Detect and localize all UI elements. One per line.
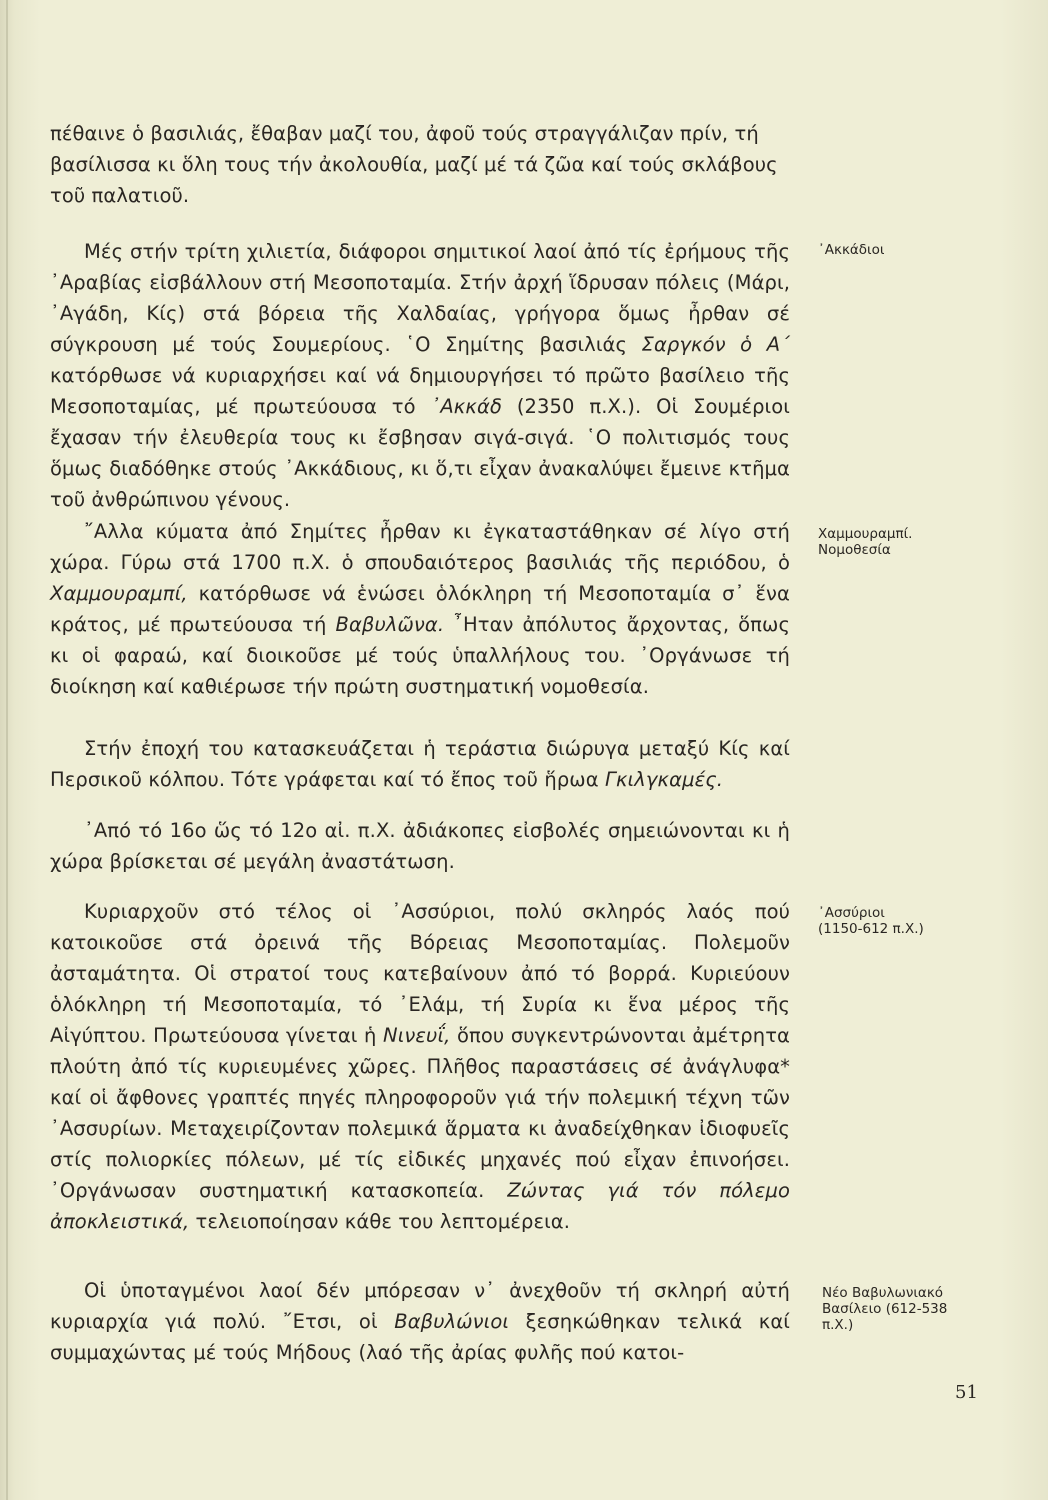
paragraph-6-italic-2: Ζώντας γιά τόν πόλεμο ἀποκλειστικά, <box>50 1179 790 1233</box>
paragraph-3 <box>50 516 790 702</box>
paragraph-2 <box>50 236 790 515</box>
paragraph-3-segment-3: ῏Ηταν ἀπόλυτος ἄρχοντας, ὅπως κι οἱ φαραώ, καί διοικοῦσε μέ τούς ὑπαλλήλους του. ᾿Οργάνωσε τή διοίκηση καί καθιέρωσε τήν πρώτη συστηματική νομοθεσία. <box>50 613 790 698</box>
margin-note-neo-line-1: Νέο Βαβυλωνιακό <box>822 1285 944 1301</box>
paragraph-3-italic-1: Χαμμουραμπί, <box>50 582 188 605</box>
paragraph-7-text <box>50 1275 790 1368</box>
paragraph-2-segment-1: Μές στήν τρίτη χιλιετία, διάφοροι σημιτικοί λαοί ἀπό τίς ἐρήμους τῆς ᾿Αραβίας εἰσβάλλουν στή Μεσοποταμία. Στήν ἀρχή ἵδρυσαν πόλεις (Μάρι, ᾿Αγάδη, Κίς) στά βόρεια τῆς Χαλδαίας, γρήγορα ὅμως ἦρθαν σέ σύγκρουση μέ τούς Σουμερίους. ῾Ο Σημίτης βασιλιάς <box>50 240 790 356</box>
margin-note-neo-babylonian <box>822 1285 947 1333</box>
page-number: 51 <box>955 1382 978 1403</box>
margin-note-hammurabi-line-1: Χαμμουραμπί. <box>818 526 913 542</box>
paragraph-6 <box>50 896 790 1237</box>
paragraph-6-segment-3: τελειοποίησαν κάθε του λεπτομέρεια. <box>189 1210 571 1233</box>
paragraph-6-segment-1: Κυριαρχοῦν στό τέλος οἱ ᾿Ασσύριοι, πολύ σκληρός λαός πού κατοικοῦσε στά ὀρεινά τῆς Βόρειας Μεσοποταμίας. Πολεμοῦν ἀσταμάτητα. Οἱ στρατοί τους κατεβαίνουν ἀπό τό βορρά. Κυριεύουν ὁλόκληρη τή Μεσοποταμία, τό ᾿Ελάμ, τή Συρία κι ἕνα μέρος τῆς Αἰγύπτου. Πρωτεύουσα γίνεται ἡ <box>50 900 790 1047</box>
margin-note-hammurabi <box>818 526 912 558</box>
margin-note-hammurabi-line-2: Νομοθεσία <box>818 542 891 558</box>
margin-note-akkadioi-text: ᾿Ακκάδιοι <box>818 242 885 258</box>
margin-note-akkadioi <box>818 242 884 258</box>
paragraph-6-italic-1: Νινευΐ, <box>383 1024 451 1047</box>
paragraph-2-italic-1: Σαργκόν ὁ Α΄ <box>641 333 790 356</box>
paragraph-7 <box>50 1275 790 1368</box>
paragraph-4 <box>50 733 790 795</box>
paragraph-1-text: πέθαινε ὁ βασιλιάς, ἔθαβαν μαζί του, ἀφοῦ τούς στραγγάλιζαν πρίν, τή βασίλισσα κι ὅλη τους τήν ἀκολουθία, μαζί μέ τά ζῶα καί τούς σκλάβους τοῦ παλατιοῦ. <box>50 122 778 207</box>
paragraph-5 <box>50 815 790 877</box>
paragraph-6-segment-2: ὅπου συγκεντρώνονται ἀμέτρητα πλούτη ἀπό τίς κυριευμένες χῶρες. Πλῆθος παραστάσεις σέ ἀνάγλυφα* καί οἱ ἄφθονες γραπτές πηγές πληροφοροῦν γιά τήν πολεμική τέχνη τῶν ᾿Ασσυρίων. Μεταχειρίζονταν πολεμικά ἅρματα κι ἀναδείχθηκαν ἰδιοφυεῖς στίς πολιορκίες πόλεων, μέ τίς εἰδικές μηχανές πού εἶχαν ἐπινοήσει. ᾿Οργάνωσαν συστηματική κατασκοπεία. <box>50 1024 790 1202</box>
paragraph-3-segment-2: κατόρθωσε νά ἑνώσει ὁλόκληρη τή Μεσοποταμία σ᾿ ἕνα κράτος, μέ πρωτεύουσα τή <box>50 582 790 636</box>
paragraph-6-text <box>50 896 790 1237</box>
paragraph-4-segment-1: Στήν ἐποχή του κατασκευάζεται ἡ τεράστια διώρυγα μεταξύ Κίς καί Περσικοῦ κόλπου. Τότε γράφεται καί τό ἔπος τοῦ ἥρωα <box>50 737 790 791</box>
margin-note-assyrioi-line-1: ᾿Ασσύριοι <box>818 905 885 921</box>
paragraph-4-italic-1: Γκιλγκαμές. <box>604 768 724 791</box>
paragraph-1 <box>50 118 790 211</box>
paragraph-5-text: ᾿Από τό 16ο ὥς τό 12ο αἰ. π.Χ. ἀδιάκοπες εἰσβολές σημειώνονται κι ἡ χώρα βρίσκεται σέ μεγάλη ἀναστάτωση. <box>50 819 790 873</box>
paragraph-2-segment-3: (2350 π.Χ.). Οἱ Σουμέριοι ἔχασαν τήν ἐλευθερία τους κι ἔσβησαν σιγά-σιγά. ῾Ο πολιτισμός τους ὅμως διαδόθηκε στούς ᾿Ακκάδιους, κι ὅ,τι εἶχαν ἀνακαλύψει ἔμεινε κτῆμα τοῦ ἀνθρώπινου γένους. <box>50 395 790 511</box>
paragraph-3-text <box>50 516 790 702</box>
paragraph-2-italic-2: ᾿Ακκάδ <box>430 395 502 418</box>
paragraph-2-segment-2: κατόρθωσε νά κυριαρχήσει καί νά δημιουργήσει τό πρῶτο βασίλειο τῆς Μεσοποταμίας, μέ πρωτεύουσα τό <box>50 364 790 418</box>
paragraph-3-italic-2: Βαβυλῶνα. <box>335 613 445 636</box>
paragraph-7-italic-1: Βαβυλώνιοι <box>394 1310 510 1333</box>
paragraph-2-text <box>50 236 790 515</box>
margin-note-assyrioi <box>818 905 924 937</box>
margin-note-neo-line-2: Βασίλειο (612-538 <box>822 1301 948 1317</box>
paragraph-4-text <box>50 733 790 795</box>
margin-note-neo-line-3: π.Χ.) <box>822 1317 854 1333</box>
paragraph-7-segment-2: ξεσηκώθηκαν τελικά καί συμμαχώντας μέ τούς Μήδους (λαό τῆς ἀρίας φυλῆς πού κατοι- <box>50 1310 790 1364</box>
page-gutter-shadow <box>6 0 8 1500</box>
paragraph-3-segment-1: ῎Αλλα κύματα ἀπό Σημίτες ἦρθαν κι ἐγκαταστάθηκαν σέ λίγο στή χώρα. Γύρω στά 1700 π.Χ. ὁ σπουδαιότερος βασιλιάς τῆς περιόδου, ὁ <box>50 520 790 574</box>
margin-note-assyrioi-line-2: (1150-612 π.Χ.) <box>818 921 924 937</box>
paragraph-7-segment-1: Οἱ ὑποταγμένοι λαοί δέν μπόρεσαν ν᾿ ἀνεχθοῦν τή σκληρή αὐτή κυριαρχία γιά πολύ. ῎Ετσι, οἱ <box>50 1279 790 1333</box>
